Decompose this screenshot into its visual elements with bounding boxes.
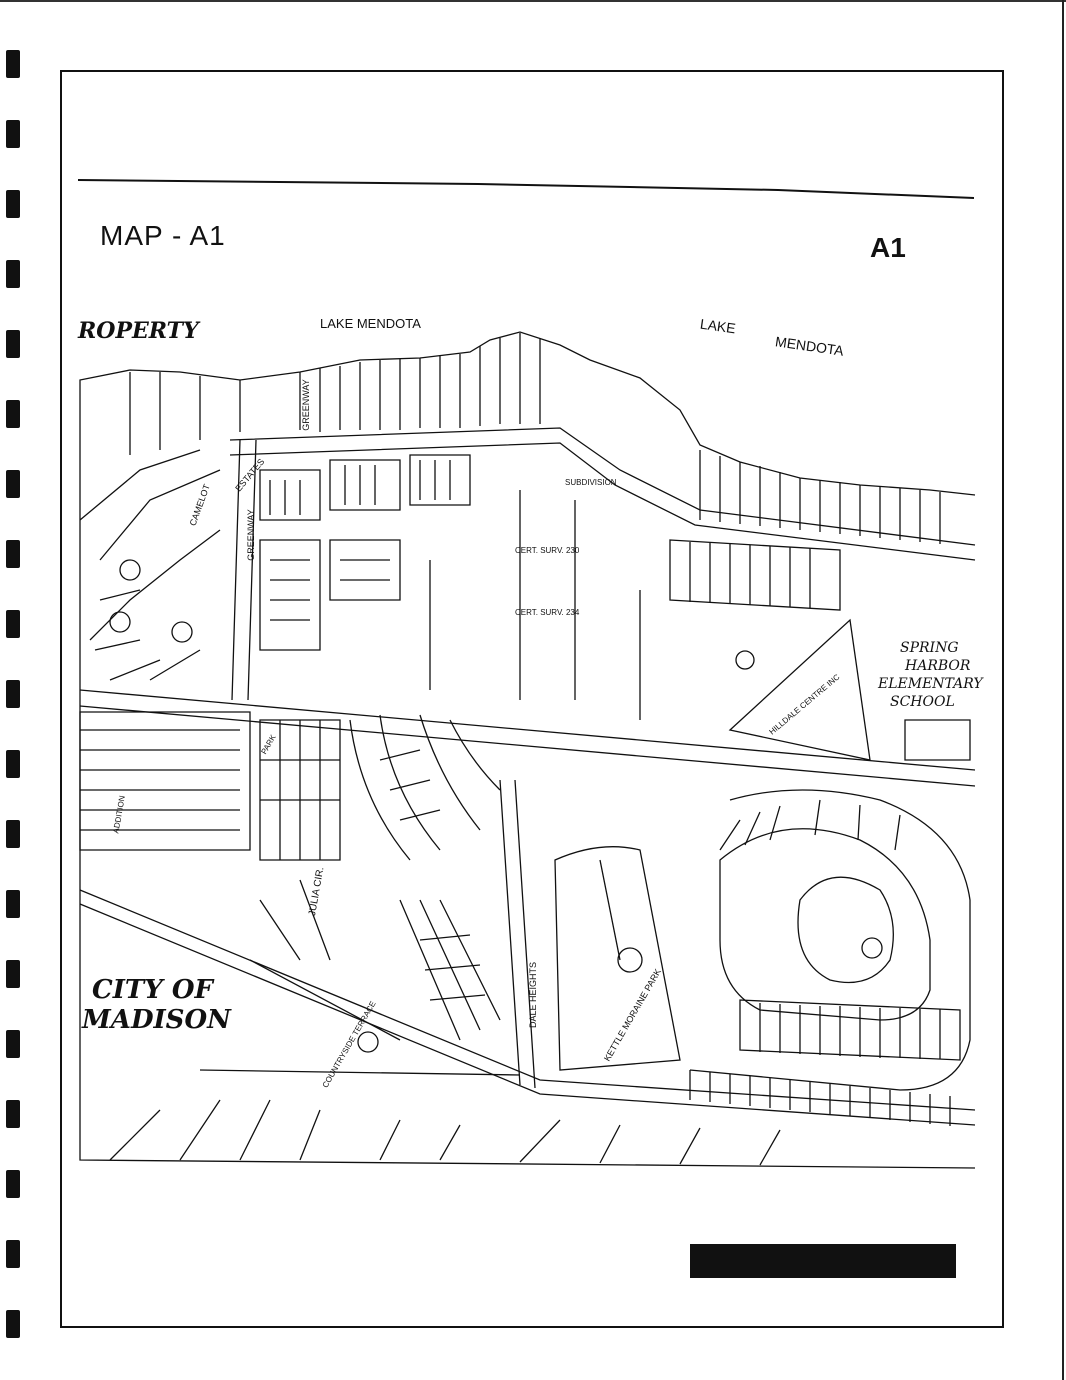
redaction-bar: [690, 1244, 956, 1278]
estates-label: ESTATES: [233, 456, 267, 494]
school-label-line3: ELEMENTARY: [878, 676, 983, 692]
subdivision-label: SUBDIVISION: [565, 478, 617, 487]
greenway-label: GREENWAY: [300, 379, 311, 431]
kettle-moraine-park-label: KETTLE MORAINE PARK: [601, 967, 663, 1063]
greenway-label: GREENWAY: [245, 509, 256, 561]
julia-cir-label: JULIA CIR.: [307, 866, 327, 917]
cert-surv-234-label: CERT. SURV. 234: [515, 608, 580, 617]
map-code: A1: [870, 232, 906, 263]
lake-mendota-label: LAKE MENDOTA: [320, 316, 421, 331]
property-label: ROPERTY: [78, 318, 199, 344]
map-title: MAP - A1: [100, 220, 226, 251]
hilldale-centre-label: HILLDALE CENTRE INC: [767, 672, 842, 737]
park-label: PARK: [259, 733, 278, 756]
city-label-line1: CITY OF: [92, 975, 213, 1005]
school-label-line4: SCHOOL: [890, 694, 955, 710]
countryside-terrace-label: COUNTRYSIDE TERRACE: [320, 999, 378, 1090]
city-label-line2: MADISON: [82, 1005, 231, 1035]
school-label-line2: HARBOR: [905, 658, 971, 674]
dale-heights-label: DALE HEIGHTS: [528, 961, 539, 1029]
school-label-line1: SPRING: [900, 640, 959, 656]
cert-surv-230-label: CERT. SURV. 230: [515, 546, 580, 555]
lake-mendota-label-right-a: LAKE: [699, 315, 737, 337]
addition-label: ADDITION: [111, 794, 127, 835]
lake-mendota-label-right-b: MENDOTA: [774, 333, 845, 359]
camelot-label: CAMELOT: [187, 482, 212, 528]
